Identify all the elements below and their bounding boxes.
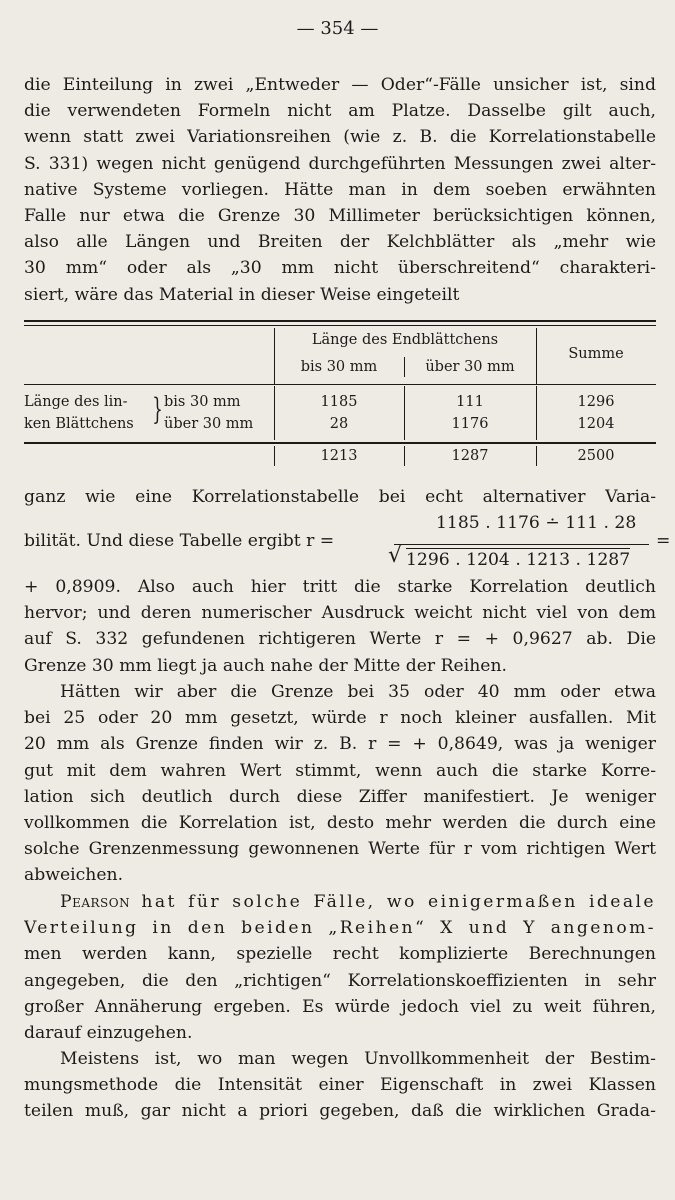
- text-line: Falle nur etwa die Grenze 30 Millimeter berücksichtigen können,: [24, 206, 656, 227]
- table-cell: 28: [329, 416, 349, 432]
- paragraph-2: [24, 574, 656, 679]
- paragraph-2-start: [24, 484, 656, 510]
- row-sub-label: bis 30 mm: [164, 394, 241, 410]
- table-top-rule-2: [24, 325, 656, 326]
- row-sub-label: über 30 mm: [164, 416, 254, 432]
- text-line: 20 mm als Grenze finden wir z. B. r = + 0,8649, was ja weniger: [24, 734, 656, 755]
- text-line: die verwendeten Formeln nicht am Platze. Dasselbe gilt auch,: [24, 101, 656, 122]
- column-header-bis-30: bis 30 mm: [300, 359, 378, 375]
- text-line: Hätten wir aber die Grenze bei 35 oder 40 mm oder etwa: [60, 682, 656, 702]
- fraction-bar: [394, 544, 649, 545]
- paragraph-4: [24, 889, 656, 1046]
- text-line: hervor; und deren numerischer Ausdruck weicht nicht viel von dem: [24, 603, 656, 624]
- text-line: solche Grenzenmessung gewonnenen Werte für r vom richtigen Wert: [24, 839, 656, 860]
- text-line: ganz wie eine Korrelationstabelle bei echt alternativer Varia-: [24, 487, 656, 507]
- header-rule: [24, 384, 656, 385]
- table-cell: 1204: [577, 416, 615, 432]
- text-line: wenn statt zwei Variationsreihen (wie z. B. die Korrelationstabelle: [24, 127, 656, 148]
- text-line: men werden kann, spezielle recht komplizierte Berechnungen: [24, 944, 656, 965]
- table-cell: 1185: [320, 394, 358, 410]
- text-line: teilen muß, gar nicht a priori gegeben, daß die wirklichen Grada-: [24, 1101, 656, 1122]
- paragraph-3: [24, 679, 656, 889]
- text-line: Grenze 30 mm liegt ja auch nahe der Mitte der Reihen.: [24, 655, 507, 676]
- row-label-line-2: ken Blättchens: [24, 416, 134, 432]
- total-cell: 1287: [451, 448, 489, 464]
- text-line: Meistens ist, wo man wegen Unvollkommenheit der Bestim-: [60, 1049, 656, 1069]
- table-top-rule: [24, 320, 656, 322]
- formula-lead-text: bilität. Und diese Tabelle ergibt r =: [24, 531, 335, 551]
- text-line: darauf einzugehen.: [24, 1023, 193, 1044]
- column-header-ueber-30: über 30 mm: [425, 359, 515, 375]
- sum-header: Summe: [568, 346, 624, 362]
- text-fragment: hat für solche Fälle, wo einigermaßen ideale: [130, 892, 656, 912]
- totals-rule: [24, 442, 656, 444]
- formula-numerator: 1185 . 1176 ∸ 111 . 28: [436, 513, 637, 533]
- text-line: auf S. 332 gefundenen richtigeren Werte r = + 0,9627 ab. Die: [24, 629, 656, 650]
- text-line: die Einteilung in zwei „Entweder — Oder“-Fälle unsicher ist, sind: [24, 75, 656, 95]
- text-line: abweichen.: [24, 865, 124, 886]
- text-line: gut mit dem wahren Wert stimmt, wenn auch die starke Korre-: [24, 760, 656, 781]
- radical-sign: √: [388, 543, 403, 568]
- paragraph-5: [24, 1046, 656, 1125]
- column-group-header: Länge des Endblättchens: [311, 332, 499, 348]
- text-line: Verteilung in den beiden „Reihen“ X und Y angenom-: [24, 918, 656, 939]
- text-line: 30 mm“ oder als „30 mm nicht überschreitend“ charakteri-: [24, 258, 656, 279]
- text-line: angegeben, die den „richtigen“ Korrelationskoeffizienten in sehr: [24, 970, 656, 991]
- row-label-line-1: Länge des lin-: [24, 394, 128, 410]
- brace-glyph: }: [152, 392, 163, 427]
- text-line: also alle Längen und Breiten der Kelchblätter als „mehr wie: [24, 232, 656, 253]
- text-line: mungsmethode die Intensität einer Eigenschaft in zwei Klassen: [24, 1075, 656, 1096]
- paragraph-1: [24, 72, 656, 308]
- text-line: + 0,8909. Also auch hier tritt die starke Korrelation deutlich: [24, 577, 656, 597]
- total-cell: 2500: [577, 448, 615, 464]
- total-cell: 1213: [320, 448, 358, 464]
- text-line: native Systeme vorliegen. Hätte man in dem soeben erwähnten: [24, 179, 656, 200]
- table-cell: 111: [456, 394, 484, 410]
- correlation-table: [24, 320, 656, 468]
- text-line: siert, wäre das Material in dieser Weise eingeteilt: [24, 284, 460, 305]
- text-line: vollkommen die Korrelation ist, desto mehr werden die durch eine: [24, 813, 656, 834]
- table-cell: 1176: [451, 416, 489, 432]
- table-cell: 1296: [577, 394, 615, 410]
- page-number: — 354 —: [296, 18, 379, 39]
- text-line: großer Annäherung ergeben. Es würde jedoch viel zu weit führen,: [24, 996, 656, 1017]
- text-line: S. 331) wegen nicht genügend durchgeführten Messungen zwei alter-: [24, 153, 656, 174]
- author-name: Pearson: [60, 892, 131, 912]
- text-line: [24, 889, 656, 915]
- text-line: lation sich deutlich durch diese Ziffer manifestiert. Je weniger: [24, 786, 656, 807]
- correlation-formula: [24, 510, 671, 578]
- denominator-value: 1296 . 1204 . 1213 . 1287: [406, 550, 631, 570]
- text-line: bei 25 oder 20 mm gesetzt, würde r noch kleiner ausfallen. Mit: [24, 708, 656, 729]
- formula-equals: =: [656, 531, 671, 551]
